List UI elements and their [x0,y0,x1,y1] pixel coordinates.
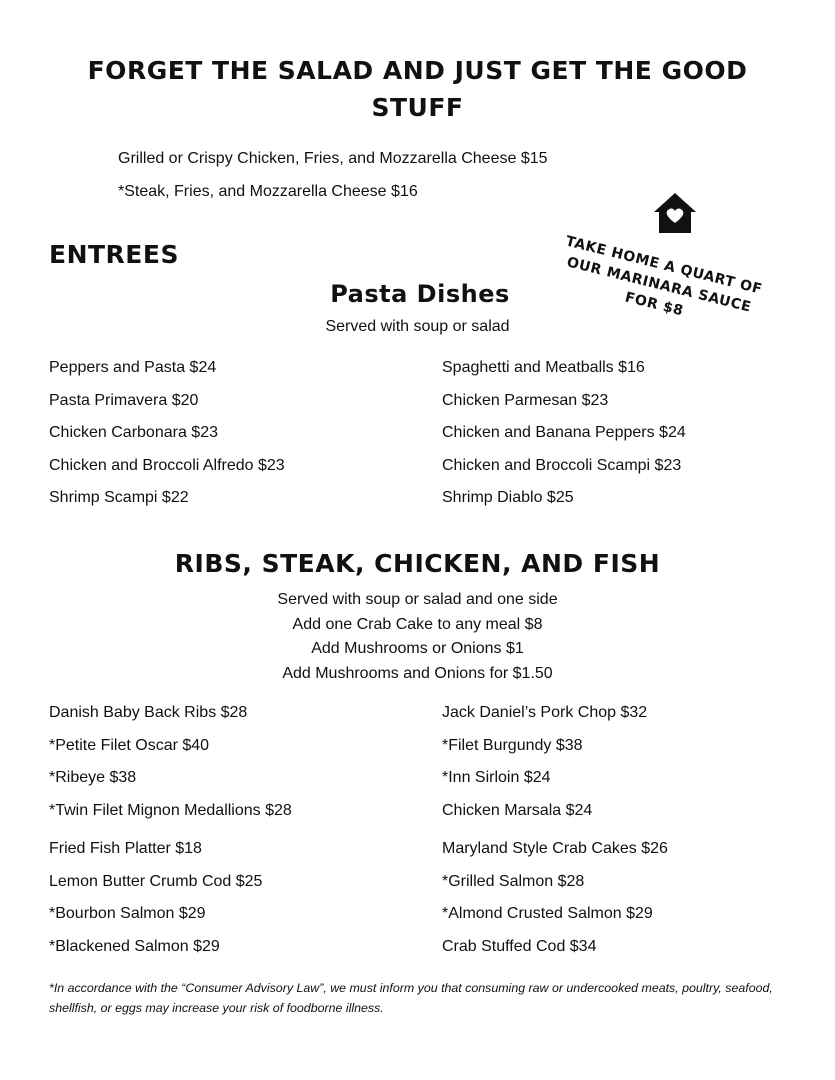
header-item-steak: *Steak, Fries, and Mozzarella Cheese $16 [118,183,418,200]
menu-item: *Ribeye $38 [49,769,137,786]
menu-item: Maryland Style Crab Cakes $26 [442,840,668,857]
pasta-subtitle: Served with soup or salad [325,318,510,335]
menu-item: Chicken and Banana Peppers $24 [442,424,686,441]
menu-item: Danish Baby Back Ribs $28 [49,704,248,721]
header-item-chicken: Grilled or Crispy Chicken, Fries, and Mozzarella Cheese $15 [118,150,548,167]
menu-item: Chicken and Broccoli Alfredo $23 [49,456,285,474]
menu-item: *Blackened Salmon $29 [49,937,220,955]
ribs-left-column-1 [49,702,292,832]
section-heading-pasta: Pasta Dishes [330,280,510,308]
pasta-left-column [49,357,285,520]
menu-item: Crab Stuffed Cod $34 [442,937,597,955]
ribs-note: Served with soup or salad and one side [277,591,558,608]
marinara-promo: TAKE HOME A QUART OF OUR MARINARA SAUCE FOR $8 [563,233,764,320]
menu-item: *Inn Sirloin $24 [442,769,551,786]
consumer-advisory-disclaimer: *In accordance with the “Consumer Advisory Law”, we must inform you that consuming raw or undercooked meats, poultry, seafood, shellfish, or eggs may increase your risk of foodborne illness. [49,981,773,1015]
section-heading-entrees: ENTREES [49,240,179,269]
menu-item: Lemon Butter Crumb Cod $25 [49,872,263,890]
menu-item: Chicken Marsala $24 [442,801,593,819]
ribs-notes [200,588,635,686]
menu-item: *Twin Filet Mignon Medallions $28 [49,801,292,819]
ribs-right-column-2 [442,838,668,968]
menu-item: *Bourbon Salmon $29 [49,905,206,922]
section-heading-ribs: RIBS, STEAK, CHICKEN, AND FISH [174,549,661,578]
menu-item: Chicken Carbonara $23 [49,424,218,441]
menu-title: FORGET THE SALAD AND JUST GET THE GOOD STUFF [87,56,748,122]
ribs-note: Add Mushrooms and Onions for $1.50 [282,664,553,682]
ribs-note: Add one Crab Cake to any meal $8 [292,615,543,633]
menu-item: Chicken Parmesan $23 [442,391,609,409]
menu-item: *Petite Filet Oscar $40 [49,736,210,754]
menu-item: *Almond Crusted Salmon $29 [442,905,653,922]
ribs-left-column-2 [49,838,262,968]
menu-item: Spaghetti and Meatballs $16 [442,359,645,376]
pasta-right-column [442,357,686,520]
menu-item: *Grilled Salmon $28 [442,872,585,890]
menu-item: Fried Fish Platter $18 [49,840,202,857]
ribs-right-column-1 [442,702,647,832]
menu-item: Peppers and Pasta $24 [49,359,217,376]
menu-item: Shrimp Scampi $22 [49,489,189,506]
menu-item: Pasta Primavera $20 [49,391,199,409]
menu-item: Chicken and Broccoli Scampi $23 [442,456,682,474]
menu-item: *Filet Burgundy $38 [442,736,583,754]
house-heart-icon [650,190,700,236]
menu-item: Jack Daniel’s Pork Chop $32 [442,704,648,721]
menu-item: Shrimp Diablo $25 [442,489,574,506]
ribs-note: Add Mushrooms or Onions $1 [311,640,524,657]
